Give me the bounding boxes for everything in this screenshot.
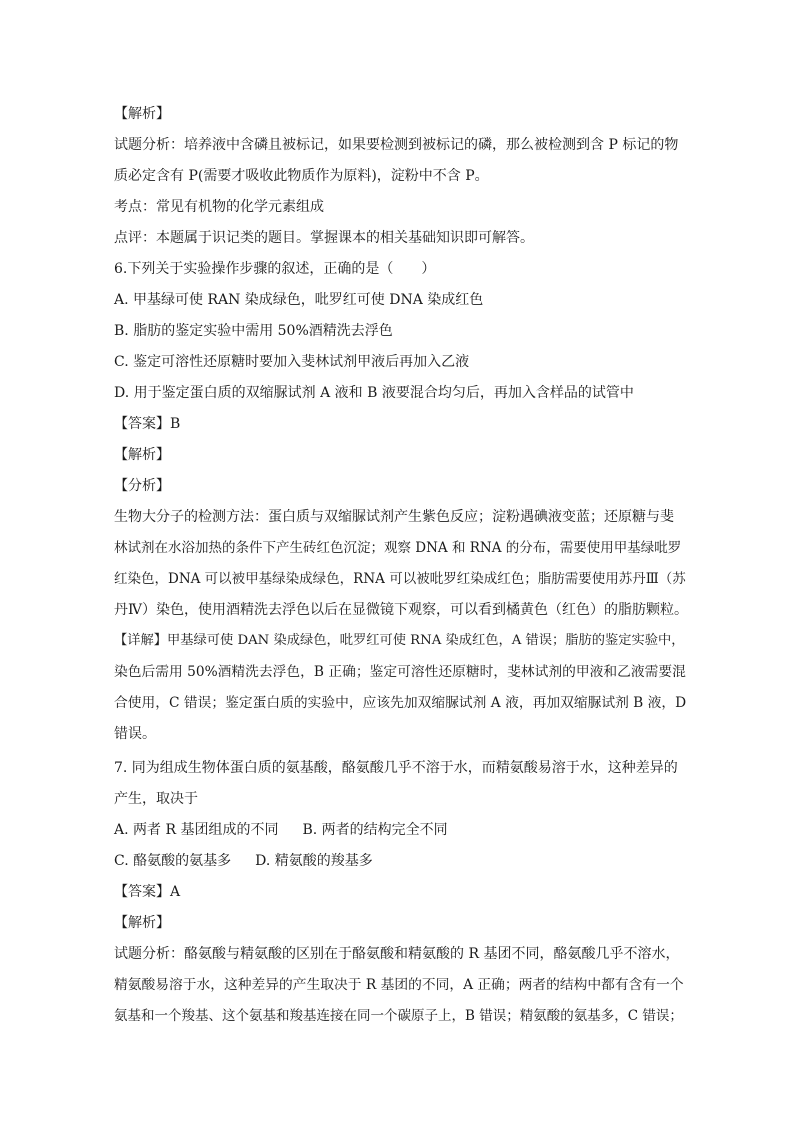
text-line: 考点：常见有机物的化学元素组成: [114, 199, 324, 215]
text-line: 试题分析：酪氨酸与精氨酸的区别在于酪氨酸和精氨酸的 R 基团不同，酪氨酸几乎不溶水，: [114, 946, 680, 962]
text-line: 试题分析：培养液中含磷且被标记，如果要检测到被标记的磷，那么被检测到含 P 标记的物: [114, 137, 679, 153]
question-6-option-a: A. 甲基绿可使 RAN 染成绿色，吡罗红可使 DNA 染成红色: [114, 292, 484, 308]
question-6-option-b: B. 脂肪的鉴定实验中需用 50%酒精洗去浮色: [114, 323, 393, 339]
question-7-option-c: C. 酪氨酸的氨基多: [114, 853, 232, 869]
text-line: 错误。: [114, 726, 156, 742]
question-6-option-c: C. 鉴定可溶性还原糖时要加入斐林试剂甲液后再加入乙液: [114, 354, 470, 370]
text-line: 生物大分子的检测方法：蛋白质与双缩脲试剂产生紫色反应；淀粉遇碘液变蓝；还原糖与斐: [114, 509, 674, 525]
text-line: 精氨酸易溶于水，这种差异的产生取决于 R 基团的不同，A 正确；两者的结构中都有含有一个: [114, 977, 684, 993]
text-line: 林试剂在水浴加热的条件下产生砖红色沉淀；观察 DNA 和 RNA 的分布，需要使用甲基绿吡罗: [114, 540, 682, 556]
question-7-option-d: D. 精氨酸的羧基多: [255, 853, 373, 869]
question-7-options-row-2: [114, 851, 690, 871]
question-7-option-a: A. 两者 R 基团组成的不同: [114, 822, 279, 838]
fenxi-heading: 【分析】: [114, 478, 170, 494]
text-line: 点评：本题属于识记类的题目。掌握课本的相关基础知识即可解答。: [114, 230, 534, 246]
analysis-heading: 【解析】: [114, 106, 170, 122]
text-line: 合使用，C 错误；鉴定蛋白质的实验中，应该先加双缩脲试剂 A 液，再加双缩脲试剂 B 液，D: [114, 695, 687, 711]
text-line: 氨基和一个羧基、这个氨基和羧基连接在同一个碳原子上，B 错误；精氨酸的氨基多，C 错误；: [114, 1008, 683, 1024]
text-line: 产生，取决于: [114, 791, 198, 807]
question-6-stem: 6.下列关于实验操作步骤的叙述，正确的是（ ）: [114, 261, 436, 277]
question-7-option-b: B. 两者的结构完全不同: [302, 822, 448, 838]
text-line: 丹Ⅳ）染色，使用酒精洗去浮色以后在显微镜下观察，可以看到橘黄色（红色）的脂肪颗粒。: [114, 602, 688, 618]
question-7-options-row-1: [114, 820, 690, 840]
detail-line: 【详解】甲基绿可使 DAN 染成绿色，吡罗红可使 RNA 染成红色，A 错误；脂肪的鉴定实验中，: [114, 633, 685, 648]
question-7-stem: 7. 同为组成生物体蛋白质的氨基酸，酪氨酸几乎不溶于水，而精氨酸易溶于水，这种差异的: [114, 760, 678, 776]
answer-line: 【答案】B: [114, 416, 181, 432]
question-6-option-d: D. 用于鉴定蛋白质的双缩脲试剂 A 液和 B 液要混合均匀后，再加入含样品的试管中: [114, 385, 634, 401]
answer-line: 【答案】A: [114, 884, 181, 900]
analysis-heading: 【解析】: [114, 915, 170, 931]
analysis-heading: 【解析】: [114, 447, 170, 463]
text-line: 染色后需用 50%酒精洗去浮色，B 正确；鉴定可溶性还原糖时，斐林试剂的甲液和乙液需要混: [114, 664, 686, 680]
text-line: 红染色，DNA 可以被甲基绿染成绿色，RNA 可以被吡罗红染成红色；脂肪需要使用苏丹Ⅲ（苏: [114, 571, 686, 587]
text-line: 质必定含有 P(需要才吸收此物质作为原料)，淀粉中不含 P。: [114, 168, 489, 184]
